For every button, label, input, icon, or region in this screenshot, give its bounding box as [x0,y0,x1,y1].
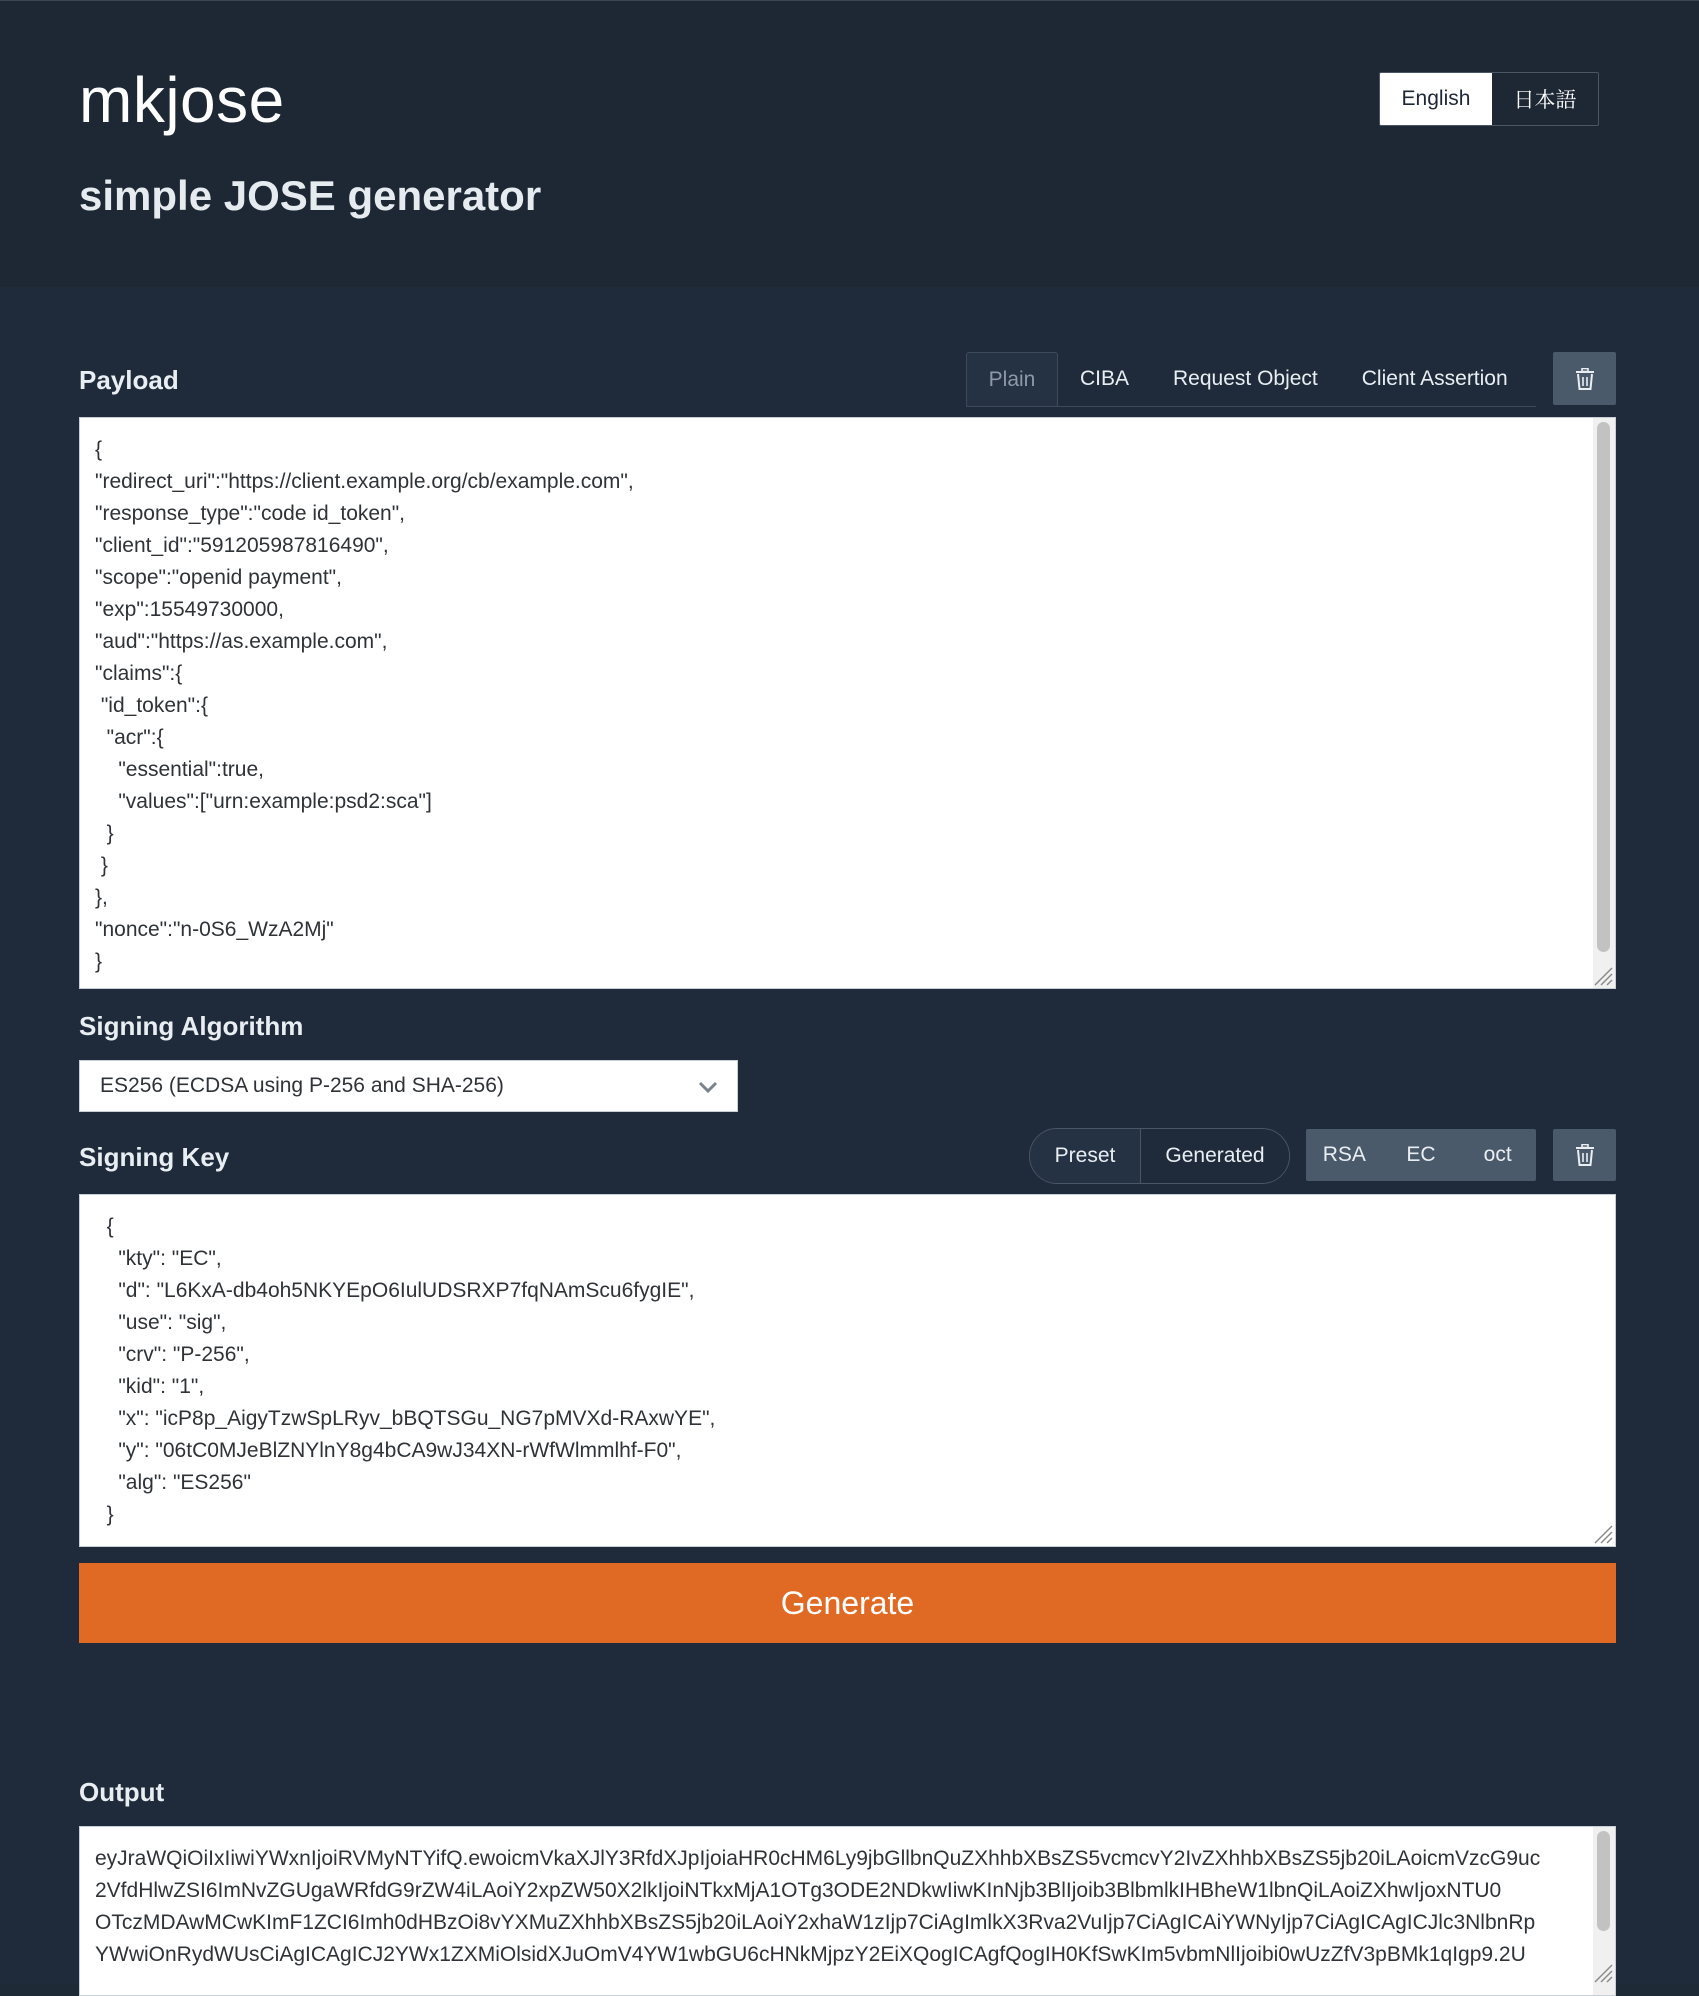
key-source-toggle [1029,1128,1290,1184]
payload-label: Payload [79,365,179,395]
chevron-down-icon [697,1073,719,1101]
preset-button[interactable]: Preset [1030,1129,1141,1183]
payload-tabs [966,352,1536,407]
language-english-button[interactable]: English [1380,73,1492,125]
key-type-rsa-button[interactable]: RSA [1322,1143,1366,1166]
tab-request-object[interactable]: Request Object [1173,367,1318,390]
trash-icon [1575,1144,1595,1166]
payload-editor[interactable] [79,417,1616,989]
output-editor[interactable] [79,1826,1616,1996]
output-label: Output [79,1777,165,1807]
app-title: mkjose [79,64,285,136]
signing-key-text[interactable]: { "kty": "EC", "d": "L6KxA-db4oh5NKYEpO6IulUDSRXP7fqNAmScu6fygIE", "use": "sig", "crv": "P-256", "kid": "1", "x": "icP8p_AigyTzwSpLRyv_bBQTSGu_NG7pMVXd-RAxwYE", "y": "06tC0MJeBlZNYlnY8g4bCA9wJ34XN-rWfWlmmlhf-F0", "alg": "ES256" } [106,1215,716,1526]
tab-client-assertion[interactable]: Client Assertion [1361,367,1508,390]
payload-clear-button[interactable] [1553,352,1616,405]
trash-icon [1575,368,1595,390]
key-clear-button[interactable] [1553,1129,1616,1181]
resize-grip-icon[interactable] [1591,1961,1613,1983]
generate-button[interactable]: Generate [79,1563,1616,1643]
payload-scrollbar-thumb[interactable] [1597,422,1610,952]
key-type-ec-button[interactable]: EC [1406,1143,1436,1166]
tab-plain[interactable]: Plain [966,352,1058,406]
output-text[interactable]: eyJraWQiOiIxIiwiYWxnIjoiRVMyNTYifQ.ewoicmVkaXJlY3RfdXJpIjoiaHR0cHM6Ly9jbGllbnQuZXhhbXBsZS5vcmcvY2IvZXhhbXBsZS5jb20iLAoicmVzcG9uc 2VfdHlwZSI6ImNvZGUgaWRfdG9rZW4iLAoiY2xpZW50X2lkIjoiNTkxMjA1OTg3ODE2NDkwIiwKInNjb3BlIjoib3BlbmlkIHBheW1lbnQiLAoiZXhwIjoxNTU0 OTczMDAwMCwKImF1ZCI6Imh0dHBzOi8vYXMuZXhhbXBsZS5jb20iLAoiY2xhaW1zIjp7CiAgImlkX3Rva2VuIjp7CiAgICAiYWNyIjp7CiAgICAgICJlc3NlbnRp YWwiOnRydWUsCiAgICAgICJ2YWx1ZXMiOlsidXJuOmV4YW1wbGU6cHNkMjpzY2EiXQogICAgfQogIH0KfSwKIm5vbmNlIjoibi0wUzZfV3pBMk1qIgp9.2U [95,1847,1541,1966]
signing-algorithm-select[interactable] [79,1060,738,1112]
key-type-buttons [1306,1129,1536,1181]
payload-scrollbar[interactable] [1593,418,1615,988]
signing-key-label: Signing Key [79,1142,230,1172]
generated-button[interactable]: Generated [1141,1129,1289,1183]
hero-header [0,0,1699,287]
signing-key-editor[interactable] [79,1194,1616,1547]
language-japanese-button[interactable]: 日本語 [1492,73,1598,125]
resize-grip-icon[interactable] [1591,1522,1613,1544]
tab-ciba[interactable]: CIBA [1080,367,1130,390]
signing-algorithm-label: Signing Algorithm [79,1011,304,1041]
payload-text[interactable]: { "redirect_uri":"https://client.example.org/cb/example.com", "response_type":"code id_token", "client_id":"591205987816490", "scope":"openid payment", "exp":15549730000, "aud":"https://as.example.com", "claims":{ "id_token":{ "acr":{ "essential":true, "values":["urn:example:psd2:sca"] } } }, "nonce":"n-0S6_WzA2Mj" } [95,438,634,973]
key-type-oct-button[interactable]: oct [1483,1143,1512,1166]
language-switcher [1379,72,1599,126]
app-subtitle: simple JOSE generator [79,172,542,219]
output-scrollbar-thumb[interactable] [1597,1831,1610,1931]
signing-algorithm-value: ES256 (ECDSA using P-256 and SHA-256) [100,1074,504,1097]
resize-grip-icon[interactable] [1591,964,1613,986]
